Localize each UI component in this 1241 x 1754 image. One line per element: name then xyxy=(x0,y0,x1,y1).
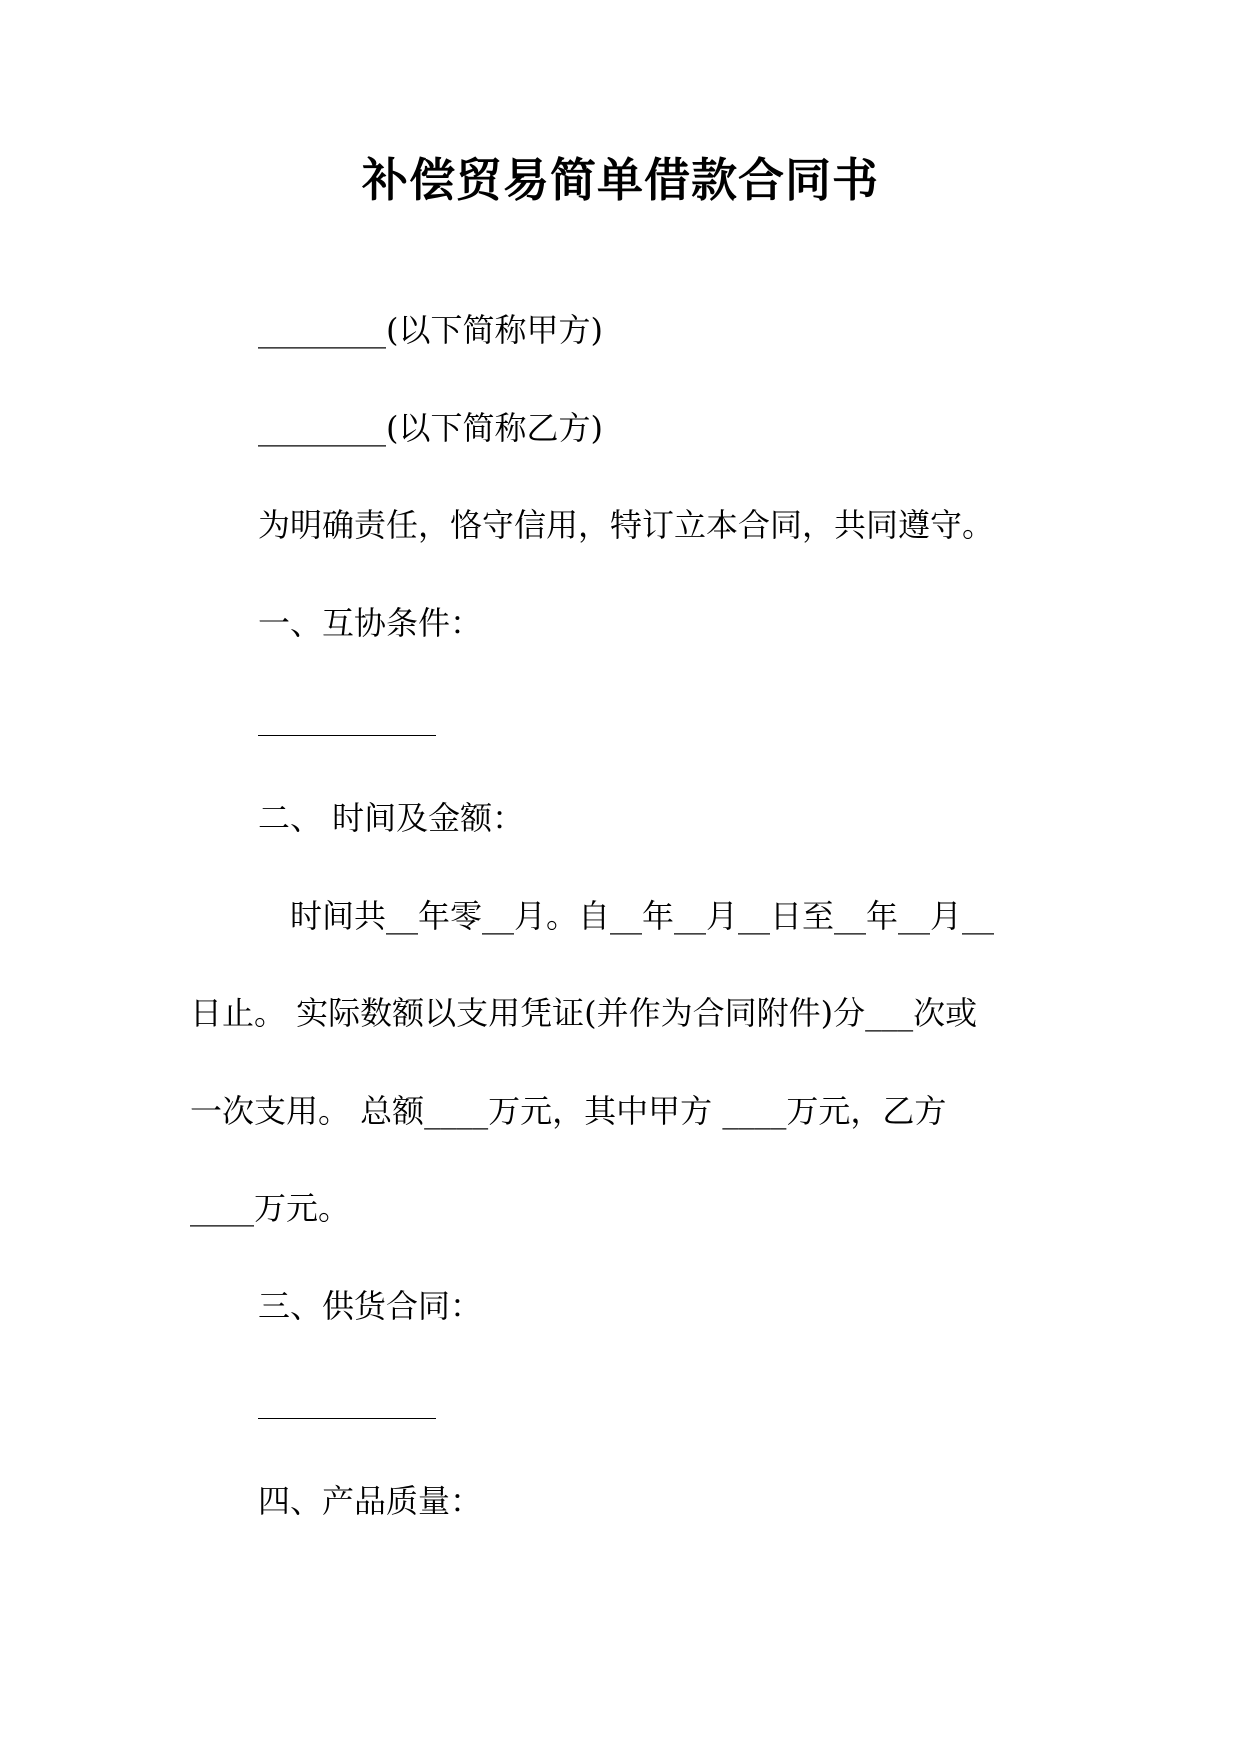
section2-line-1: 时间共__年零__月。自__年__月__日至__年__月__ xyxy=(290,897,995,935)
preamble-text: 为明确责任，恪守信用，特订立本合同，共同遵守。 xyxy=(258,506,995,544)
party-b-line: ________(以下简称乙方) xyxy=(258,409,603,447)
section2-line-4: ____万元。 xyxy=(190,1189,351,1227)
section2-line-2: 日止。 实际数额以支用凭证(并作为合同附件)分___次或 xyxy=(190,994,978,1032)
section1-blank-line xyxy=(258,735,436,736)
section3-heading: 三、供货合同： xyxy=(258,1287,483,1325)
document-title: 补偿贸易简单借款合同书 xyxy=(362,153,879,207)
section3-blank-line xyxy=(258,1418,436,1419)
party-a-line: ________(以下简称甲方) xyxy=(258,311,603,349)
section1-heading: 一、互协条件： xyxy=(258,604,483,642)
section4-heading: 四、产品质量： xyxy=(258,1482,483,1520)
section2-line-3: 一次支用。 总额____万元，其中甲方 ____万元，乙方 xyxy=(190,1092,947,1130)
section2-heading: 二、 时间及金额： xyxy=(258,799,525,837)
